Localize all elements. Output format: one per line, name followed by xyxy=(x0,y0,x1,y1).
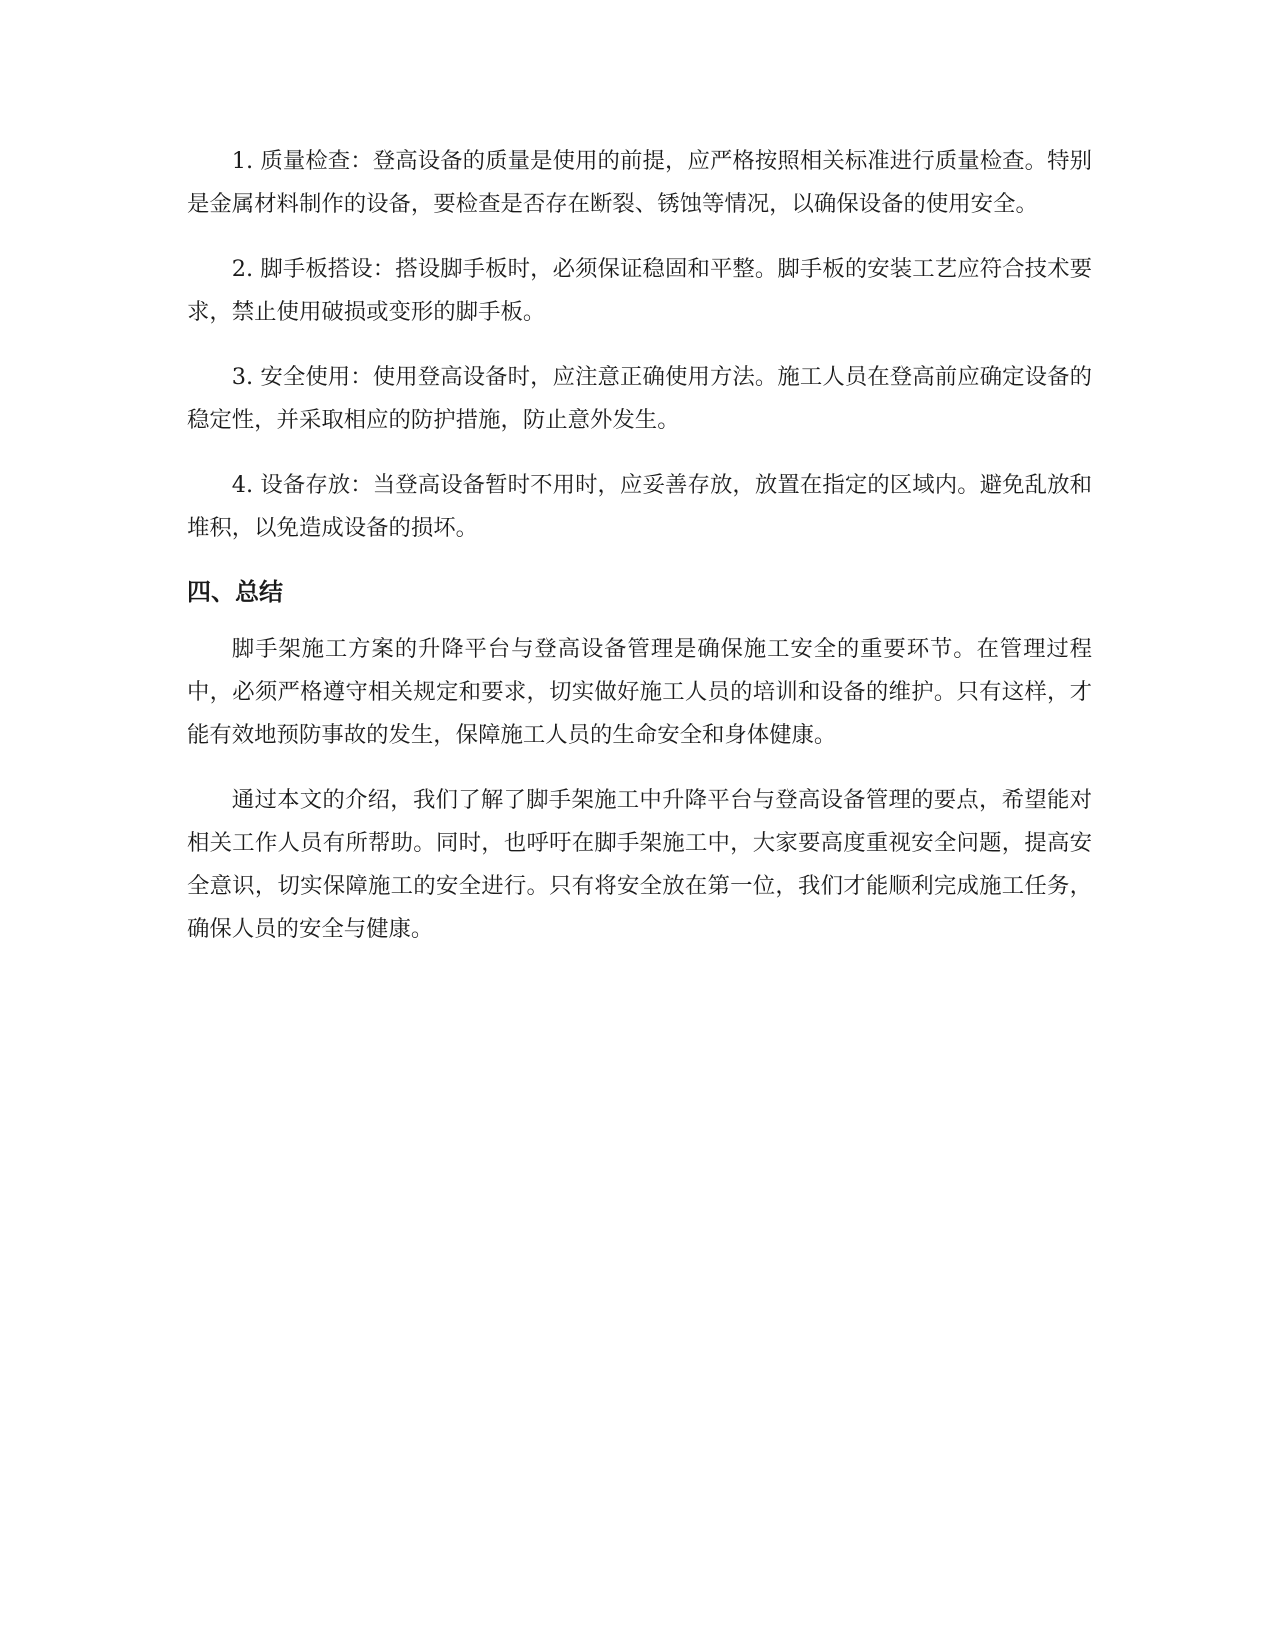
summary-paragraph-2: 通过本文的介绍，我们了解了脚手架施工中升降平台与登高设备管理的要点，希望能对相关工作人员有所帮助。同时，也呼吁在脚手架施工中，大家要高度重视安全问题，提高安全意识，切实保障施工的安全进行。只有将安全放在第一位，我们才能顺利完成施工任务，确保人员的安全与健康。 xyxy=(187,787,1092,942)
section-heading-summary: 四、总结 xyxy=(187,578,283,606)
list-item-safe-use: 3. 安全使用：使用登高设备时，应注意正确使用方法。施工人员在登高前应确定设备的稳定性，并采取相应的防护措施，防止意外发生。 xyxy=(187,364,1092,433)
list-item-storage: 4. 设备存放：当登高设备暂时不用时，应妥善存放，放置在指定的区域内。避免乱放和堆积，以免造成设备的损坏。 xyxy=(187,472,1092,541)
list-item-scaffold-board: 2. 脚手板搭设：搭设脚手板时，必须保证稳固和平整。脚手板的安装工艺应符合技术要求，禁止使用破损或变形的脚手板。 xyxy=(187,256,1092,325)
document-page xyxy=(187,140,1092,973)
summary-paragraph-1: 脚手架施工方案的升降平台与登高设备管理是确保施工安全的重要环节。在管理过程中，必须严格遵守相关规定和要求，切实做好施工人员的培训和设备的维护。只有这样，才能有效地预防事故的发生，保障施工人员的生命安全和身体健康。 xyxy=(187,636,1092,748)
list-item-quality-check: 1. 质量检查：登高设备的质量是使用的前提，应严格按照相关标准进行质量检查。特别是金属材料制作的设备，要检查是否存在断裂、锈蚀等情况，以确保设备的使用安全。 xyxy=(187,148,1092,217)
